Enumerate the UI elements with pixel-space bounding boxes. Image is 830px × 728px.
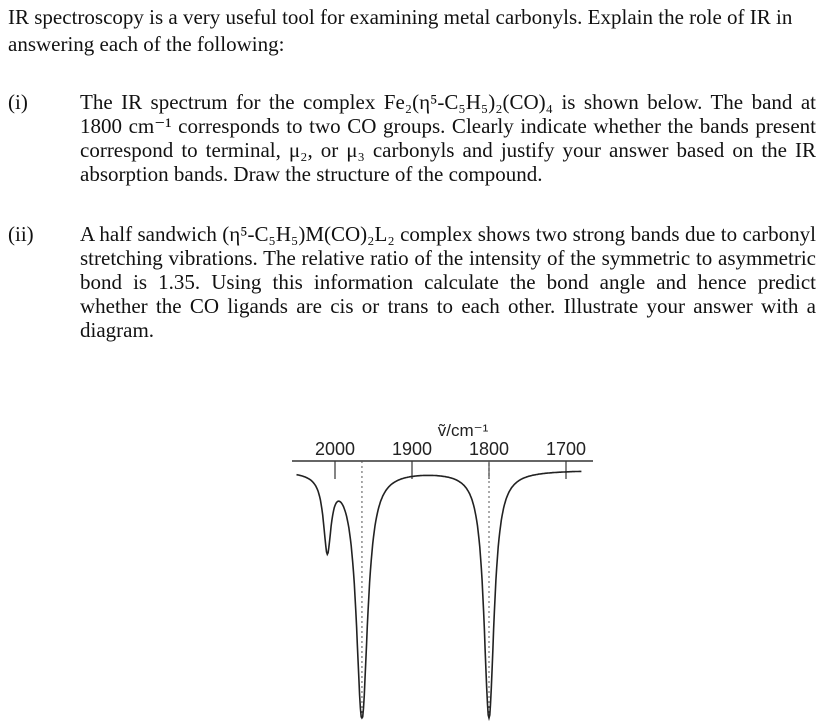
x-tick-label: 1700: [545, 439, 587, 459]
question-intro: IR spectroscopy is a very useful tool for examining metal carbonyls. Explain the role of IR in answering each of the following:: [8, 5, 793, 56]
x-axis-label: ṽ/cm⁻¹: [437, 421, 489, 440]
x-tick-label: 1800: [468, 439, 510, 459]
question-1-number: (i): [8, 90, 28, 114]
question-1-text: The IR spectrum for the complex Fe₂(η⁵-C₅H₅)₂(CO)₄ is shown below. The band at 1800 cm⁻¹ corresponds to two CO groups. Clearly indicate whether the bands present correspond to terminal, μ₂, or μ₃ carbonyls and justify your answer based on the IR absorption bands. Draw the structure of the compound.: [80, 90, 816, 186]
x-tick-label: 1900: [391, 439, 433, 459]
question-2-text: A half sandwich (η⁵-C₅H₅)M(CO)₂L₂ complex shows two strong bands due to carbonyl stretching vibrations. The relative ratio of the intensity of the symmetric to asymmetric bond is 1.35. Using this information calculate the bond angle and hence predict whether the CO ligands are cis or trans to each other. Illustrate your answer with a diagram.: [80, 222, 816, 342]
spectrum-trace: [297, 471, 582, 718]
question-2-number: (ii): [8, 222, 34, 246]
x-tick-label: 2000: [314, 439, 356, 459]
